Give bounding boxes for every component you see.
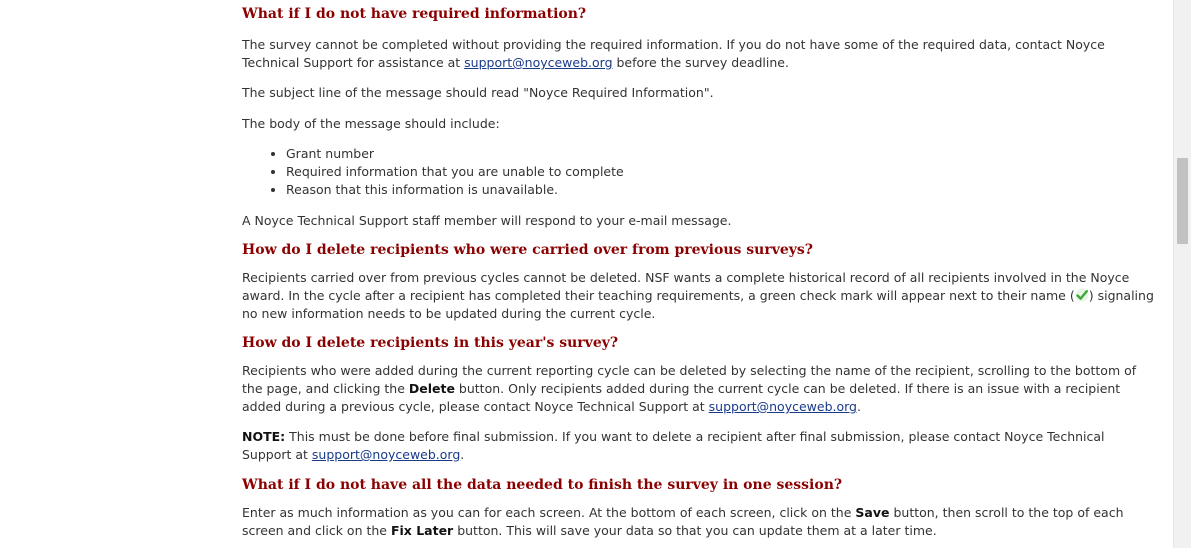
faq-answer-paragraph: Recipients who were added during the current reporting cycle can be deleted by selecting the name of the recipient, scrolling to the bottom of the page, and clicking the Delete button. Only recipients added during the current cycle can be deleted. If there is an issue with a recipient added during a previous cycle, please contact Noyce Technical Support at support@noyceweb.org.	[242, 363, 1137, 414]
list-item: • Grant number	[286, 145, 1154, 163]
delete-label: Delete	[408, 381, 455, 396]
faq-answer-paragraph: The survey cannot be completed without providing the required information. If you do not have some of the required data, contact Noyce Technical Support for assistance at support@noyceweb.org before the survey deadline.	[242, 37, 1105, 70]
support-email-link[interactable]: support@noyceweb.org	[708, 399, 857, 414]
faq-answer-paragraph: Enter as much information as you can for each screen. At the bottom of each screen, click on the Save button, then scroll to the top of each screen and click on the Fix Later button. This will save your data so that you can update them at a later time.	[242, 505, 1124, 538]
fix-later-label: Fix Later	[390, 523, 454, 538]
green-check-icon	[1075, 288, 1089, 302]
faq-question-one-session: What if I do not have all the data needed to finish the survey in one session?	[242, 477, 843, 493]
note-label: NOTE:	[242, 429, 286, 444]
save-label: Save	[855, 505, 890, 520]
faq-question-delete-carried-over: How do I delete recipients who were carried over from previous surveys?	[242, 242, 813, 258]
message-body-list	[242, 145, 1154, 199]
faq-answer-paragraph: The subject line of the message should read "Noyce Required Information".	[242, 85, 714, 100]
faq-answer-paragraph: The body of the message should include:	[242, 116, 500, 131]
faq-question-required-info: What if I do not have required information?	[242, 6, 587, 22]
scrollbar-thumb[interactable]	[1177, 158, 1188, 244]
faq-question-delete-this-year: How do I delete recipients in this year's survey?	[242, 335, 619, 351]
faq-content	[242, 0, 1154, 540]
faq-answer-paragraph: Recipients carried over from previous cycles cannot be deleted. NSF wants a complete historical record of all recipients involved in the Noyce award. In the cycle after a recipient has completed their teaching requirements, a green check mark will appear next to their name ( ) signaling no new information needs to be updated during the current cycle.	[242, 270, 1154, 321]
list-item: • Required information that you are unable to complete	[286, 163, 1154, 181]
support-email-link[interactable]: support@noyceweb.org	[464, 55, 613, 70]
faq-answer-paragraph: A Noyce Technical Support staff member will respond to your e-mail message.	[242, 213, 732, 228]
support-email-link[interactable]: support@noyceweb.org	[311, 447, 461, 462]
list-item: • Reason that this information is unavailable.	[286, 181, 1154, 199]
vertical-scrollbar[interactable]	[1173, 0, 1191, 548]
faq-note-paragraph: NOTE: This must be done before final submission. If you want to delete a recipient after final submission, please contact Noyce Technical Support at support@noyceweb.org.	[242, 429, 1105, 462]
